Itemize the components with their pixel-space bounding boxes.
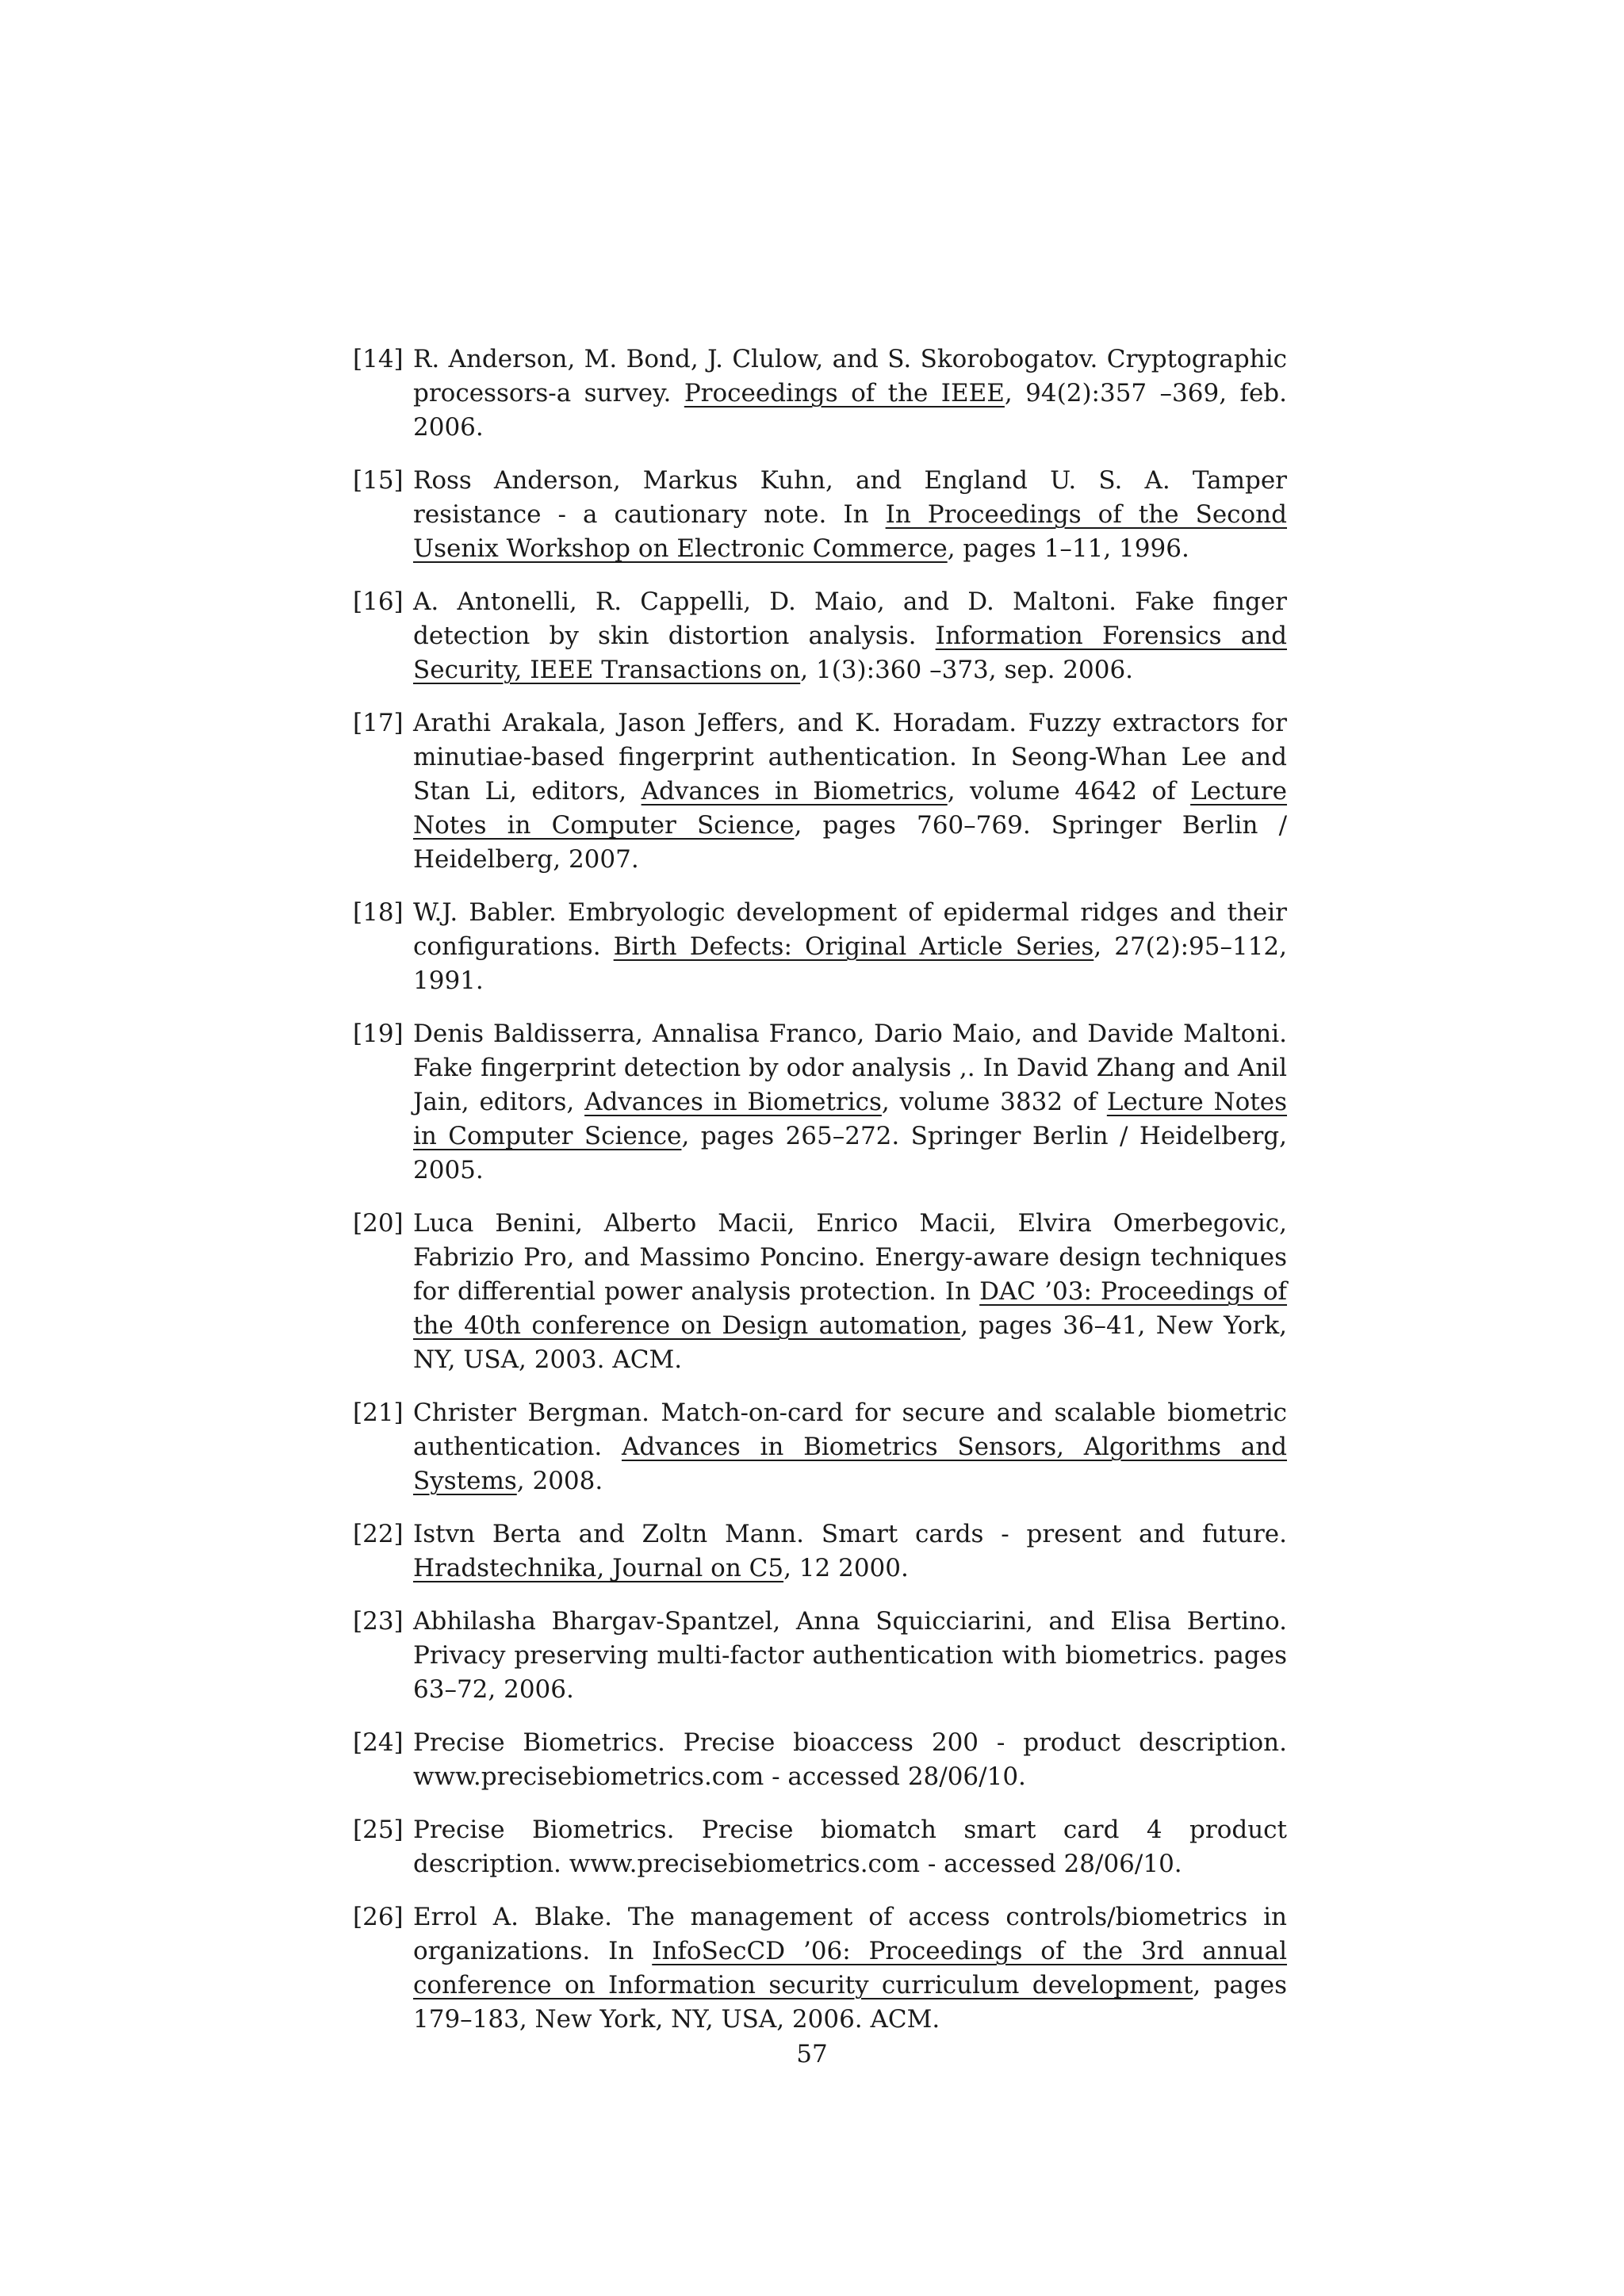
reference-text-segment: , 12 2000. [783,1554,909,1582]
reference-text-segment: , pages 265–272. Springer Berlin / Heidelberg, 2005. [413,1122,1287,1184]
reference-venue: Advances in Biometrics [584,1088,882,1116]
reference-venue: Lecture Notes in Computer Science [413,777,1287,840]
reference-text-segment: Precise Biometrics. Precise bioaccess 200 - product description. www.precisebiometrics.com - accessed 28/06/10. [413,1728,1287,1791]
reference-number: [18] [353,898,404,927]
reference-text-segment: , 27(2):95–112, 1991. [413,932,1287,995]
reference-number: [20] [353,1209,404,1238]
reference-item [353,1207,1287,1377]
reference-venue: Proceedings of the IEEE [684,379,1005,408]
reference-item [353,706,1287,877]
reference-text-segment: , 2008. [516,1467,603,1495]
reference-text-segment: Denis Baldisserra, Annalisa Franco, Dario Maio, and Davide Maltoni. Fake fingerprint detection by odor analysis ,. In David Zhang and Anil Jain, editors, [413,1020,1287,1116]
reference-text [413,1396,1287,1498]
reference-number: [14] [353,345,404,373]
reference-venue: DAC ’03: Proceedings of the 40th conference on Design automation [413,1277,1287,1340]
reference-item [353,1813,1287,1881]
reference-venue: Lecture Notes in Computer Science [413,1088,1287,1150]
reference-text-segment: , volume 3832 of [881,1088,1107,1116]
reference-text-segment: Luca Benini, Alberto Macii, Enrico Macii, Elvira Omerbegovic, Fabrizio Pro, and Massimo Poncino. Energy-aware design techniques for differential power analysis protection. In [413,1209,1287,1306]
reference-venue: InfoSecCD ’06: Proceedings of the 3rd annual conference on Information security curriculum development [413,1937,1287,1999]
reference-text-segment: Istvn Berta and Zoltn Mann. Smart cards - present and future. [413,1520,1287,1548]
reference-venue: Hradstechnika, Journal on C5 [413,1554,784,1582]
reference-item [353,1726,1287,1794]
reference-number: [16] [353,587,404,616]
reference-venue: In Proceedings of the Second Usenix Workshop on Electronic Commerce [413,500,1287,563]
reference-text [413,1605,1287,1707]
reference-venue: Information Forensics and Security, IEEE Transactions on [413,622,1287,684]
reference-number: [23] [353,1607,404,1636]
reference-text-segment: , pages 179–183, New York, NY, USA, 2006. ACM. [413,1971,1287,2034]
reference-text-segment: Errol A. Blake. The management of access controls/biometrics in organizations. In [413,1903,1287,1965]
reference-text-segment: , pages 36–41, New York, NY, USA, 2003. ACM. [413,1311,1287,1374]
reference-number: [25] [353,1816,404,1844]
page-number: 57 [796,2040,828,2068]
reference-number: [15] [353,466,404,495]
reference-text [413,1517,1287,1586]
reference-item [353,1900,1287,2037]
reference-item [353,1517,1287,1586]
reference-venue: Advances in Biometrics [641,777,948,806]
reference-text-segment: Ross Anderson, Markus Kuhn, and England U. S. A. Tamper resistance - a cautionary note. In [413,466,1287,529]
reference-number: [19] [353,1020,404,1048]
reference-item [353,342,1287,445]
reference-text-segment: , 94(2):357 –369, feb. 2006. [413,379,1287,442]
reference-item [353,896,1287,998]
reference-venue: Birth Defects: Original Article Series [613,932,1094,961]
reference-text-segment: A. Antonelli, R. Cappelli, D. Maio, and D. Maltoni. Fake finger detection by skin distortion analysis. [413,587,1287,650]
reference-text-segment: , 1(3):360 –373, sep. 2006. [800,656,1134,684]
reference-text [413,1813,1287,1881]
reference-text [413,896,1287,998]
reference-venue: Advances in Biometrics Sensors, Algorithms and Systems [413,1433,1287,1495]
reference-item [353,585,1287,687]
reference-text-segment: Precise Biometrics. Precise biomatch smart card 4 product description. www.precisebiometrics.com - accessed 28/06/10. [413,1816,1287,1878]
reference-number: [26] [353,1903,404,1931]
reference-number: [22] [353,1520,404,1548]
reference-number: [21] [353,1399,404,1427]
reference-text [413,1900,1287,2037]
reference-item [353,1396,1287,1498]
reference-text-segment: Arathi Arakala, Jason Jeffers, and K. Horadam. Fuzzy extractors for minutiae-based fingerprint authentication. In Seong-Whan Lee and Stan Li, editors, [413,709,1287,806]
reference-text-segment: W.J. Babler. Embryologic development of epidermal ridges and their configurations. [413,898,1287,961]
reference-text [413,342,1287,445]
reference-text [413,464,1287,566]
reference-number: [24] [353,1728,404,1757]
reference-text [413,706,1287,877]
reference-text-segment: , volume 4642 of [947,777,1191,806]
reference-item [353,1017,1287,1188]
reference-item [353,464,1287,566]
reference-text [413,1017,1287,1188]
reference-text [413,1726,1287,1794]
reference-text-segment: , pages 760–769. Springer Berlin / Heidelberg, 2007. [413,811,1288,874]
reference-text [413,1207,1287,1377]
reference-text-segment: Abhilasha Bhargav-Spantzel, Anna Squicciarini, and Elisa Bertino. Privacy preserving multi-factor authentication with biometrics. pages 63–72, 2006. [413,1607,1287,1704]
reference-text [413,585,1287,687]
reference-list [353,342,1287,2056]
reference-item [353,1605,1287,1707]
reference-text-segment: R. Anderson, M. Bond, J. Clulow, and S. Skorobogatov. Cryptographic processors-a survey. [413,345,1287,408]
reference-number: [17] [353,709,404,737]
reference-text-segment: Christer Bergman. Match-on-card for secure and scalable biometric authentication. [413,1399,1287,1461]
reference-text-segment: , pages 1–11, 1996. [947,534,1189,563]
